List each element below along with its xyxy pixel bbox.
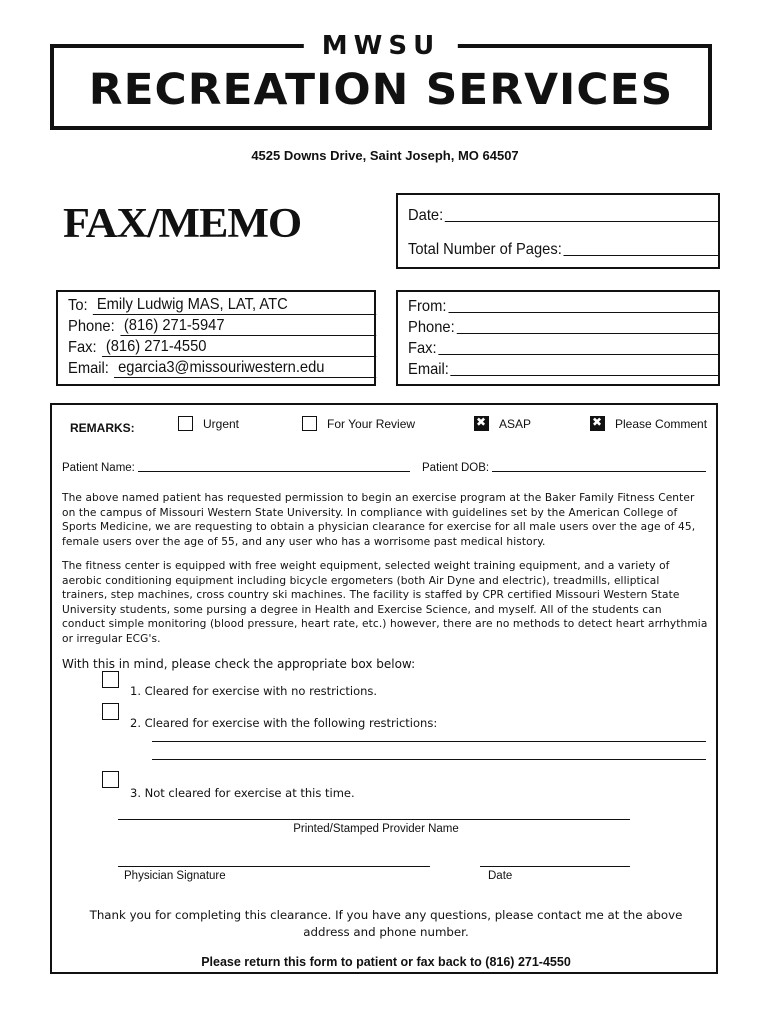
header-title: RECREATION SERVICES <box>88 65 674 115</box>
to-fax-label: Fax: <box>68 339 97 356</box>
to-field[interactable] <box>68 296 376 315</box>
provider-name-line[interactable] <box>118 819 630 820</box>
cleared-no-restrictions-label: 1. Cleared for exercise with no restrictions. <box>130 684 378 698</box>
date-box <box>396 193 720 269</box>
review-label: For Your Review <box>327 416 416 431</box>
date-field[interactable] <box>408 207 720 225</box>
not-cleared-label: 3. Not cleared for exercise at this time. <box>130 786 355 800</box>
paragraph-facility: The fitness center is equipped with free weight equipment, selected weight training equipment, and a variety of aerobic conditioning equipment including bicycle ergometers (both Air Dyne and electric), treadmills, elliptical trainers, step machines, cross country ski machines. The facility is staffed by CPR certified Missouri Western State University students, some pursing a degree in Health and Exercise Science, and myself. All of the students can conduct simple monitoring (blood pressure, heart rate, etc.) however, there are no methods to detect heart arrhythmia or irregular ECG's. <box>62 560 708 645</box>
from-box <box>396 290 720 386</box>
date-label: Date: <box>408 207 444 224</box>
please-comment-checkbox[interactable] <box>590 416 605 431</box>
to-phone-field[interactable] <box>68 317 376 336</box>
to-email-label: Email: <box>68 360 109 377</box>
remark-option-urgent[interactable] <box>178 416 239 431</box>
remarks-label: REMARKS: <box>70 421 135 435</box>
patient-dob-line <box>492 461 706 472</box>
to-fax-value: (816) 271-4550 <box>102 338 376 357</box>
patient-dob-label: Patient DOB: <box>422 462 490 474</box>
cleared-with-restrictions-checkbox[interactable] <box>102 703 119 720</box>
to-email-value: egarcia3@missouriwestern.edu <box>114 359 376 378</box>
remark-option-review[interactable] <box>302 416 415 431</box>
main-form-box <box>50 403 718 974</box>
urgent-checkbox[interactable] <box>178 416 193 431</box>
asap-checkbox[interactable] <box>474 416 489 431</box>
restrictions-line-2[interactable] <box>152 759 706 760</box>
from-fax-line <box>438 340 720 355</box>
date-line <box>445 207 720 222</box>
from-fax-label: Fax: <box>408 340 437 357</box>
to-phone-value: (816) 271-5947 <box>120 317 376 336</box>
total-pages-line <box>564 241 720 256</box>
to-phone-label: Phone: <box>68 318 115 335</box>
to-email-field[interactable] <box>68 359 376 378</box>
to-fax-field[interactable] <box>68 338 376 357</box>
from-label: From: <box>408 298 447 315</box>
signature-date-line[interactable] <box>480 866 630 867</box>
address: 4525 Downs Drive, Saint Joseph, MO 64507 <box>251 148 519 163</box>
total-pages-field[interactable] <box>408 241 720 259</box>
from-phone-line <box>457 319 721 334</box>
remark-option-please-comment[interactable] <box>590 416 707 431</box>
header-box <box>50 31 712 130</box>
from-line <box>448 298 720 313</box>
urgent-label: Urgent <box>203 416 240 431</box>
header-subtitle: MWSU <box>304 30 458 62</box>
signature-date-label: Date <box>488 870 513 882</box>
asap-label: ASAP <box>499 416 532 431</box>
from-phone-field[interactable] <box>408 319 720 337</box>
physician-signature-line[interactable] <box>118 866 430 867</box>
physician-signature-label: Physician Signature <box>124 870 226 882</box>
patient-name-field[interactable] <box>62 461 410 474</box>
patient-name-label: Patient Name: <box>62 462 135 474</box>
from-email-field[interactable] <box>408 361 720 379</box>
not-cleared-checkbox[interactable] <box>102 771 119 788</box>
remark-option-asap[interactable] <box>474 416 531 431</box>
to-label: To: <box>68 297 88 314</box>
thank-you-note: Thank you for completing this clearance. If you have any questions, please contact me at the above address and phone number. <box>89 908 683 939</box>
to-box <box>56 290 376 386</box>
total-pages-label: Total Number of Pages: <box>408 241 562 258</box>
provider-name-label: Printed/Stamped Provider Name <box>293 823 459 835</box>
from-phone-label: Phone: <box>408 319 455 336</box>
cleared-no-restrictions-checkbox[interactable] <box>102 671 119 688</box>
from-email-line <box>451 361 720 376</box>
to-value: Emily Ludwig MAS, LAT, ATC <box>93 296 376 315</box>
patient-name-line <box>138 461 410 472</box>
from-fax-field[interactable] <box>408 340 720 358</box>
from-field[interactable] <box>408 298 720 316</box>
please-comment-label: Please Comment <box>615 416 708 431</box>
patient-dob-field[interactable] <box>422 461 706 474</box>
restrictions-line-1[interactable] <box>152 741 706 742</box>
instruction-text: With this in mind, please check the appropriate box below: <box>62 657 416 671</box>
cleared-with-restrictions-label: 2. Cleared for exercise with the following restrictions: <box>130 716 438 730</box>
return-instructions: Please return this form to patient or fax back to (816) 271-4550 <box>201 955 571 969</box>
fax-memo-title: FAX/MEMO <box>63 201 302 247</box>
review-checkbox[interactable] <box>302 416 317 431</box>
from-email-label: Email: <box>408 361 449 378</box>
paragraph-intro: The above named patient has requested permission to begin an exercise program at the Baker Family Fitness Center on the campus of Missouri Western State University. In compliance with guidelines set by the American College of Sports Medicine, we are requesting to obtain a physician clearance for exercise for all male users over the age of 45, female users over the age of 55, and any user who has a worrisome past medical history. <box>62 492 696 548</box>
